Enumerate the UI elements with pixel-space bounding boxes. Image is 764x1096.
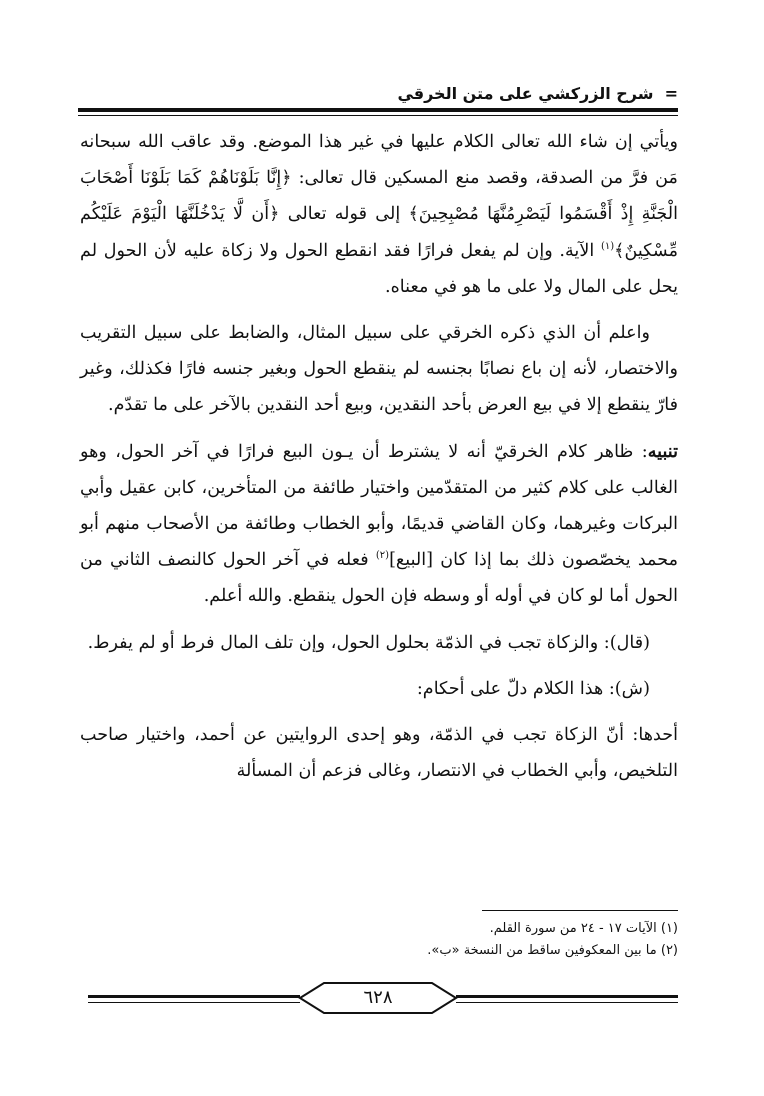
- paragraph-4: (قال): والزكاة تجب في الذمّة بحلول الحول، وإن تلف المال فرط أو لم يفرط.: [87, 632, 650, 653]
- running-header: [78, 84, 678, 104]
- header-marker: =: [664, 84, 678, 103]
- footnote-2: (٢) ما بين المعكوفين ساقط من النسخة «ب».: [427, 943, 678, 958]
- header-title: شرح الزركشي على متن الخرقي: [397, 84, 654, 103]
- quran-verse-1: ﴿إِنَّا بَلَوْنَاهُمْ كَمَا بَلَوْنَا أَصْحَابَ الْجَنَّةِ إِذْ أَقْسَمُوا لَيَصْرِمُنَّهَا مُصْبِحِينَ﴾: [80, 168, 678, 225]
- paragraph-3-text-b: فعله في آخر الحول كالنصف الثاني من الحول أما لو كان في أوله أو وسطه فإن الحول ينقطع. والله أعلم.: [80, 550, 678, 607]
- footnote-1: (١) الآيات ١٧ - ٢٤ من سورة القلم.: [489, 921, 678, 936]
- paragraph-1-text-b: إلى قوله تعالى: [279, 204, 409, 225]
- footnote-ref-1[interactable]: (١): [600, 240, 615, 252]
- paragraph-5: (ش): هذا الكلام دلّ على أحكام:: [416, 678, 650, 699]
- footnotes: [80, 918, 678, 962]
- quran-verse-2: ﴿أَن لَّا يَدْخُلَنَّهَا الْيَوْمَ عَلَيْكُم مِّسْكِينٌ﴾: [80, 204, 678, 261]
- page-number: ٦٢٨: [363, 987, 393, 1008]
- footnote-separator: [482, 910, 678, 911]
- paragraph-1: [80, 124, 678, 305]
- paragraph-1-text-c: الآية. وإن لم يفعل فرارًا فقد انقطع الحول ولا زكاة عليه لأن الحول لم يحل على المال ولا على ما هو في معناه.: [80, 240, 678, 297]
- paragraph-1-text-a: ويأتي إن شاء الله تعالى الكلام عليها في غير هذا الموضع. وقد عاقب الله سبحانه مَن فرَّ من الصدقة، وقصد منع المسكين قال تعالى:: [80, 132, 678, 189]
- paragraph-6: أحدها: أنّ الزكاة تجب في الذمّة، وهو إحدى الروايتين عن أحمد، واختيار صاحب التلخيص، وأبي الخطاب في الانتصار، وغالى فزعم أن المسألة: [80, 725, 678, 782]
- footer-rule-left: [88, 995, 300, 1003]
- paragraph-2: واعلم أن الذي ذكره الخرقي على سبيل المثال، والضابط على سبيل التقريب والاختصار، لأنه إن باع نصابًا بجنسه لم ينقطع الحول وبغير جنسه فارًا فكذلك، وغير فارّ ينقطع إلا في بيع العرض بأحد النقدين، وبيع أحد النقدين بالآخر على ما تقدّم.: [80, 323, 678, 416]
- header-rule: [78, 108, 678, 116]
- footer-rule-right: [456, 995, 678, 1003]
- notice-term: تنبيه: [647, 440, 678, 462]
- page-number-badge: [298, 981, 458, 1015]
- paragraph-3-text-a: : ظاهر كلام الخرقيّ أنه لا يشترط أن يـون البيع فرارًا في آخر الحول، وهو الغالب على كلام كثير من المتقدّمين واختيار طائفة من المتأخرين، كابن عقيل وأبي البركات وغيرهما، وكان القاضي قديمًا، وأبو الخطاب وطائفة من الأصحاب منهم أبو محمد يخصّصون ذلك بما إذا كان [البيع]: [80, 441, 679, 571]
- footnote-ref-2[interactable]: (٢): [375, 550, 390, 562]
- body-text: [80, 124, 678, 799]
- paragraph-3: [80, 434, 678, 615]
